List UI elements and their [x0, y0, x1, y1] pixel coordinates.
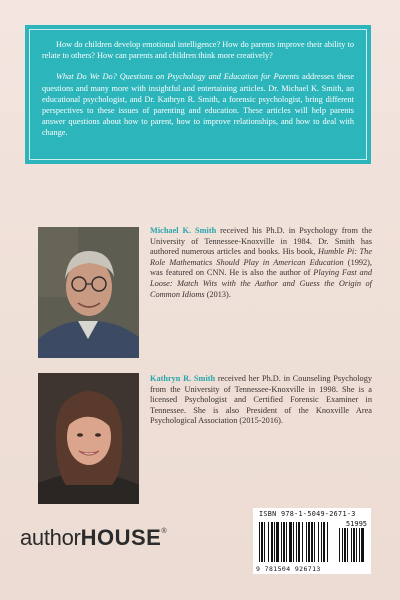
price-barcode-bar: [347, 528, 348, 562]
barcode-bar: [323, 522, 325, 562]
barcode-bar: [302, 522, 303, 562]
bio-michael-text-1: received his Ph.D. in Psychology from the University of Tennessee-Knoxville in 1984. Dr. Smith has authored numerous articles and books. His book,: [150, 226, 372, 257]
bio-michael-text-2: (1992), was featured on CNN. He is also the author of: [150, 257, 372, 278]
barcode-bar: [289, 522, 292, 562]
portrait-michael-image: [38, 227, 139, 358]
blurb-paragraph-2: [42, 71, 354, 138]
barcode-digits: 9 781504 926713: [256, 565, 321, 573]
barcode-bar: [268, 522, 269, 562]
barcode-bar: [296, 522, 297, 562]
barcode-bar: [321, 522, 322, 562]
barcode-bar: [293, 522, 294, 562]
author-photo-kathryn: [38, 373, 139, 504]
blurb-text: [29, 29, 367, 160]
bio-kathryn: [150, 374, 372, 427]
bio-michael-book-2: Playing Fast and Loose: Match Wits with the Author and Guess the Origin of Common Idioms: [150, 268, 372, 299]
barcode-bar: [264, 522, 265, 562]
price-barcode-bar: [344, 528, 346, 562]
price-barcode-bar: [359, 528, 360, 562]
blurb-paragraph-1: How do children develop emotional intelligence? How do parents improve their ability to relate to others? How can parents and children think more creatively?: [42, 40, 354, 61]
barcode-bar: [276, 522, 279, 562]
author-photo-michael: [38, 227, 139, 358]
barcode-bar: [306, 522, 307, 562]
barcode-bar: [259, 522, 260, 562]
barcode-bar: [274, 522, 275, 562]
barcode-bar: [298, 522, 300, 562]
price-code: 51995: [345, 520, 367, 528]
bio-michael: [150, 226, 372, 300]
price-barcode-bar: [353, 528, 355, 562]
author-name-michael: Michael K. Smith: [150, 226, 217, 235]
barcode-bar: [283, 522, 285, 562]
price-barcode-bar: [339, 528, 340, 562]
isbn-barcode: [253, 508, 371, 574]
bio-michael-book-1: Humble Pi: The Role Mathematics Should Play in American Education: [150, 247, 372, 267]
barcode-bar: [281, 522, 282, 562]
bio-kathryn-text: received her Ph.D. in Counseling Psychology from the University of Tennessee-Knoxville in 1998. She is a licensed Psychologist and Certified Forensic Examiner in Tennessee. She is also President of the Knoxville Area Psychological Association (2015-2016).: [150, 374, 372, 426]
barcode-bar: [286, 522, 287, 562]
logo-text-house: HOUSE: [80, 525, 162, 550]
barcode-bar: [308, 522, 310, 562]
barcode-bar: [318, 522, 319, 562]
barcode-bar: [261, 522, 263, 562]
portrait-kathryn-image: [38, 373, 139, 504]
price-barcode-bar: [356, 528, 357, 562]
back-cover-blurb-box: [25, 25, 371, 164]
barcode-bar: [327, 522, 328, 562]
blurb-paragraph-2-text: addresses these questions and many more with insightful and entertaining articles. Dr. Michael K. Smith, an educational psychologist, and Dr. Kathryn R. Smith, a forensic psychologist, bring different perspectives to these issues of parenting and education. These articles will help parents answer questions about how to parent, how to improve relationships, and how to deal with change.: [42, 72, 354, 138]
barcode-bar: [311, 522, 313, 562]
bio-michael-text-3: (2013).: [204, 289, 231, 299]
barcode-bar: [314, 522, 315, 562]
barcode-bars: [257, 519, 367, 563]
price-barcode-bar: [342, 528, 343, 562]
barcode-bar: [271, 522, 273, 562]
price-barcode-bar: [351, 528, 352, 562]
author-name-kathryn: Kathryn R. Smith: [150, 374, 216, 383]
logo-text-author: author: [20, 525, 81, 550]
registered-mark: ®: [161, 528, 167, 535]
book-title: What Do We Do? Questions on Psychology and Education for Parents: [56, 72, 300, 82]
authorhouse-logo: [20, 525, 166, 551]
isbn-number: ISBN 978-1-5049-2671-3: [259, 510, 356, 518]
price-barcode-bar: [361, 528, 364, 562]
